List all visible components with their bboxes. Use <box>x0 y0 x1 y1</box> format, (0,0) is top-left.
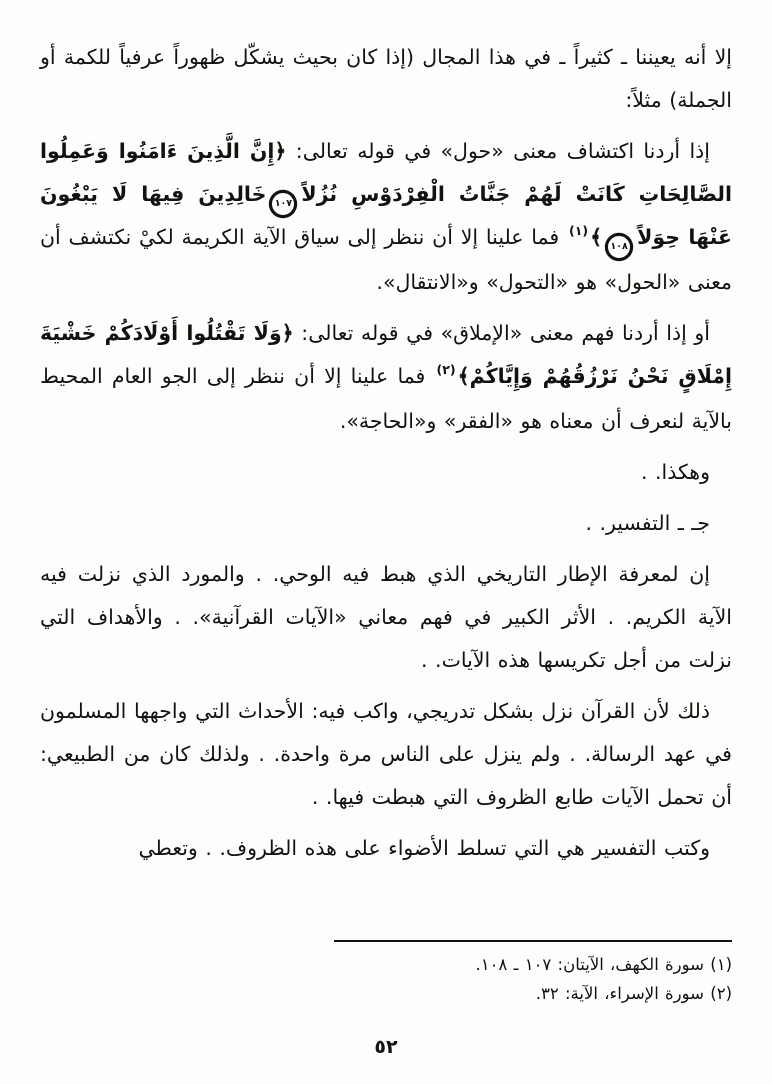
paragraph-lead <box>40 36 732 122</box>
paragraph-wahakatha <box>40 451 732 494</box>
paragraph-historical-frame <box>40 553 732 682</box>
body-text: إن لمعرفة الإطار التاريخي الذي هبط فيه الوحي. . والمورد الذي نزلت فيه الآية الكريم. . الأثر الكبير في فهم معاني «الآيات القرآنية». . والأهداف التي نزلت من أجل تكريسها هذه الآيات. . <box>40 562 732 672</box>
footnote-item: (١) سورة الكهف، الآيتان: ١٠٧ ـ ١٠٨. <box>475 955 732 974</box>
paragraph-tafsir-books <box>40 827 732 870</box>
body-text: وكتب التفسير هي التي تسلط الأضواء على هذه الظروف. . وتعطي <box>138 836 710 860</box>
paragraph-gradual-revelation <box>40 690 732 819</box>
body-text: إذا أردنا اكتشاف معنى «حول» في قوله تعالى: <box>286 139 711 163</box>
page-number: ٥٢ <box>374 1036 398 1058</box>
footnotes-section <box>40 940 732 1008</box>
footnote-divider <box>334 940 732 942</box>
aya-number-medallion: ١٠٨ <box>607 235 631 259</box>
paragraph-hiwal-example <box>40 130 732 304</box>
body-text: فما علينا إلا أن ننظر إلى سياق الآية الكريمة لكيْ نكتشف أن معنى «الحول» هو «التحول» و«الانتقال». <box>40 225 732 294</box>
footnote-item: (٢) سورة الإسراء، الآية: ٣٢. <box>535 984 732 1003</box>
body-text: أو إذا أردنا فهم معنى «الإملاق» في قوله تعالى: <box>293 321 710 345</box>
quran-verse-text: ﴿وَلَا تَقْتُلُوا أَوْلَادَكُمْ خَشْيَةَ إِمْلَاقٍ نَحْنُ نَرْزُقُهُمْ وَإِيَّاكُمْ﴾ <box>40 321 732 388</box>
quran-verse-text: خَالِدِينَ فِيهَا لَا يَبْغُونَ عَنْهَا حِوَلاً <box>40 182 732 249</box>
paragraph-imlaq-example <box>40 312 732 443</box>
body-text: وهكذا. . <box>640 460 710 484</box>
footnote-ref-marker: (٢) <box>436 362 456 377</box>
aya-number-medallion: ١٠٧ <box>271 192 295 216</box>
footnote-list <box>40 950 732 1008</box>
body-text: ذلك لأن القرآن نزل بشكل تدريجي، واكب فيه: الأحداث التي واجهها المسلمون في عهد الرسالة. . ولم ينزل على الناس مرة واحدة. . ولذلك كان من الطبيعي: أن تحمل الآيات طابع الظروف التي هبطت فيها. . <box>40 699 732 809</box>
quran-verse-text: ﴾ <box>590 225 603 249</box>
body-text: جـ ـ التفسير. . <box>585 511 710 535</box>
body-text: فما علينا إلا أن ننظر إلى الجو العام المحيط بالآية لنعرف أن معناه هو «الفقر» و«الحاجة». <box>40 364 732 433</box>
footnote-ref-marker: (١) <box>569 223 589 238</box>
page-body <box>40 36 732 878</box>
heading-tafsir <box>40 502 732 545</box>
body-text: إلا أنه يعيننا ـ كثيراً ـ في هذا المجال (إذا كان بحيث يشكّل ظهوراً عرفياً للكمة أو الجملة) مثلاً: <box>40 45 732 112</box>
quran-verse-text: ﴿إِنَّ الَّذِينَ ءَامَنُوا وَعَمِلُوا الصَّالِحَاتِ كَانَتْ لَهُمْ جَنَّاتُ الْفِرْدَوْسِ نُزُلاً <box>40 139 733 206</box>
